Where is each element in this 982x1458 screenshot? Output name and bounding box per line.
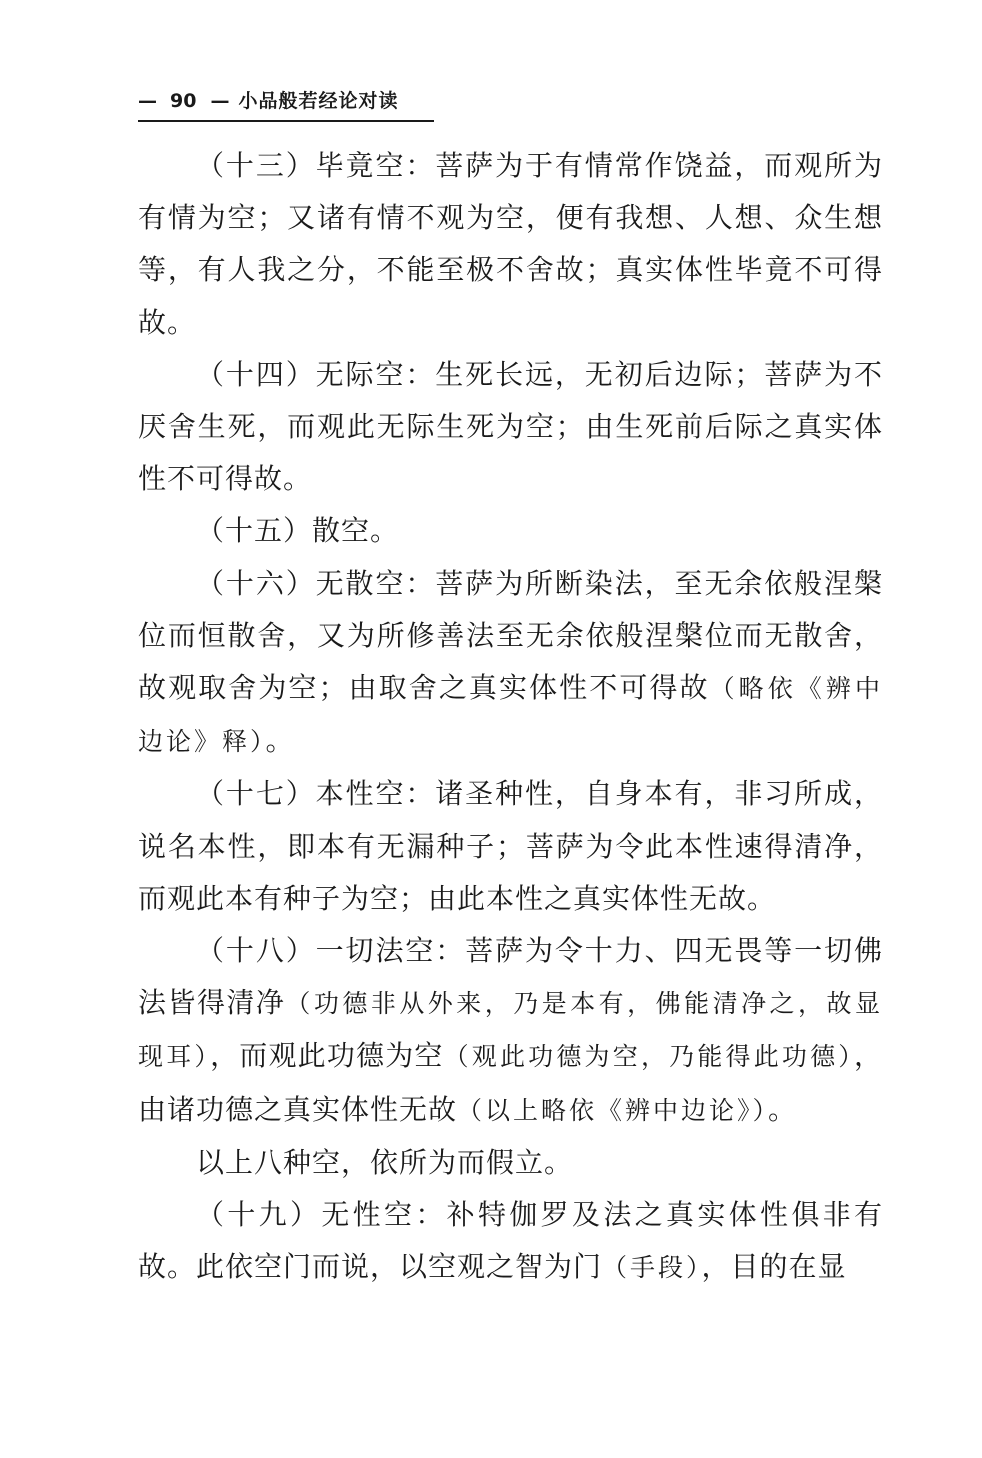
book-title: 小品般若经论对读 (238, 90, 399, 112)
inline-note: （功德非从外来，乃是本有，佛能清净之，故显现耳） (138, 989, 883, 1072)
paragraph-text: ，由诸功德之真实体性无故 (138, 1039, 883, 1126)
inline-note: （手段） (602, 1253, 702, 1283)
paragraph-14 (138, 349, 883, 506)
running-header (138, 86, 434, 122)
paragraph-16 (138, 558, 883, 769)
paragraph-text: （十四）无际空：生死长远，无初后边际；菩萨为不厌舍生死，而观此无际生死为空；由生死前后际之真实体性不可得故。 (138, 357, 883, 496)
paragraph-17 (138, 768, 883, 925)
paragraph-text: （十八）一切法空：菩萨为令十力、四无畏等一切佛法皆得清净 (138, 934, 883, 1020)
inline-note: （观此功德为空，乃能得此功德） (443, 1042, 854, 1072)
page-body (138, 140, 883, 1294)
paragraph-text: 以上八种空，依所为而假立。 (196, 1145, 574, 1179)
paragraph-text: （十六）无散空：菩萨为所断染法，至无余依般涅槃位而恒散舍，又为所修善法至无余依般涅槃位而无散舍，故观取舍为空；由取舍之真实体性不可得故 (138, 566, 883, 705)
paragraph-19 (138, 1189, 883, 1294)
paragraph-tail: ，目的在显 (701, 1250, 847, 1284)
paragraph-text: （十九）无性空：补特伽罗及法之真实体性俱非有故。此依空门而说，以空观之智为门 (138, 1198, 883, 1284)
paragraph-15 (138, 505, 883, 557)
page-number: 90 (170, 90, 197, 112)
paragraph-summary (138, 1137, 883, 1189)
paragraph-text: （十七）本性空：诸圣种性，自身本有，非习所成，说名本性，即本有无漏种子；菩萨为令此本性速得清净，而观此本有种子为空；由此本性之真实体性无故。 (138, 777, 883, 915)
paragraph-13 (138, 140, 883, 349)
paragraph-tail: 。 (768, 1092, 798, 1126)
paragraph-tail: 。 (265, 724, 295, 758)
inline-note: （以上略依《辨中边论》） (457, 1095, 769, 1125)
paragraph-text: ，而观此功德为空 (210, 1039, 444, 1073)
inline-note: （略依《辨中边论》释） (138, 674, 883, 757)
paragraph-text: （十五）散空。 (196, 514, 400, 548)
header-dash-left: — (138, 90, 157, 112)
paragraph-18 (138, 925, 883, 1137)
header-dash-right: — (210, 90, 230, 112)
paragraph-text: （十三）毕竟空：菩萨为于有情常作饶益，而观所为有情为空；又诸有情不观为空，便有我想、人想、众生想等，有人我之分，不能至极不舍故；真实体性毕竟不可得故。 (138, 149, 883, 339)
